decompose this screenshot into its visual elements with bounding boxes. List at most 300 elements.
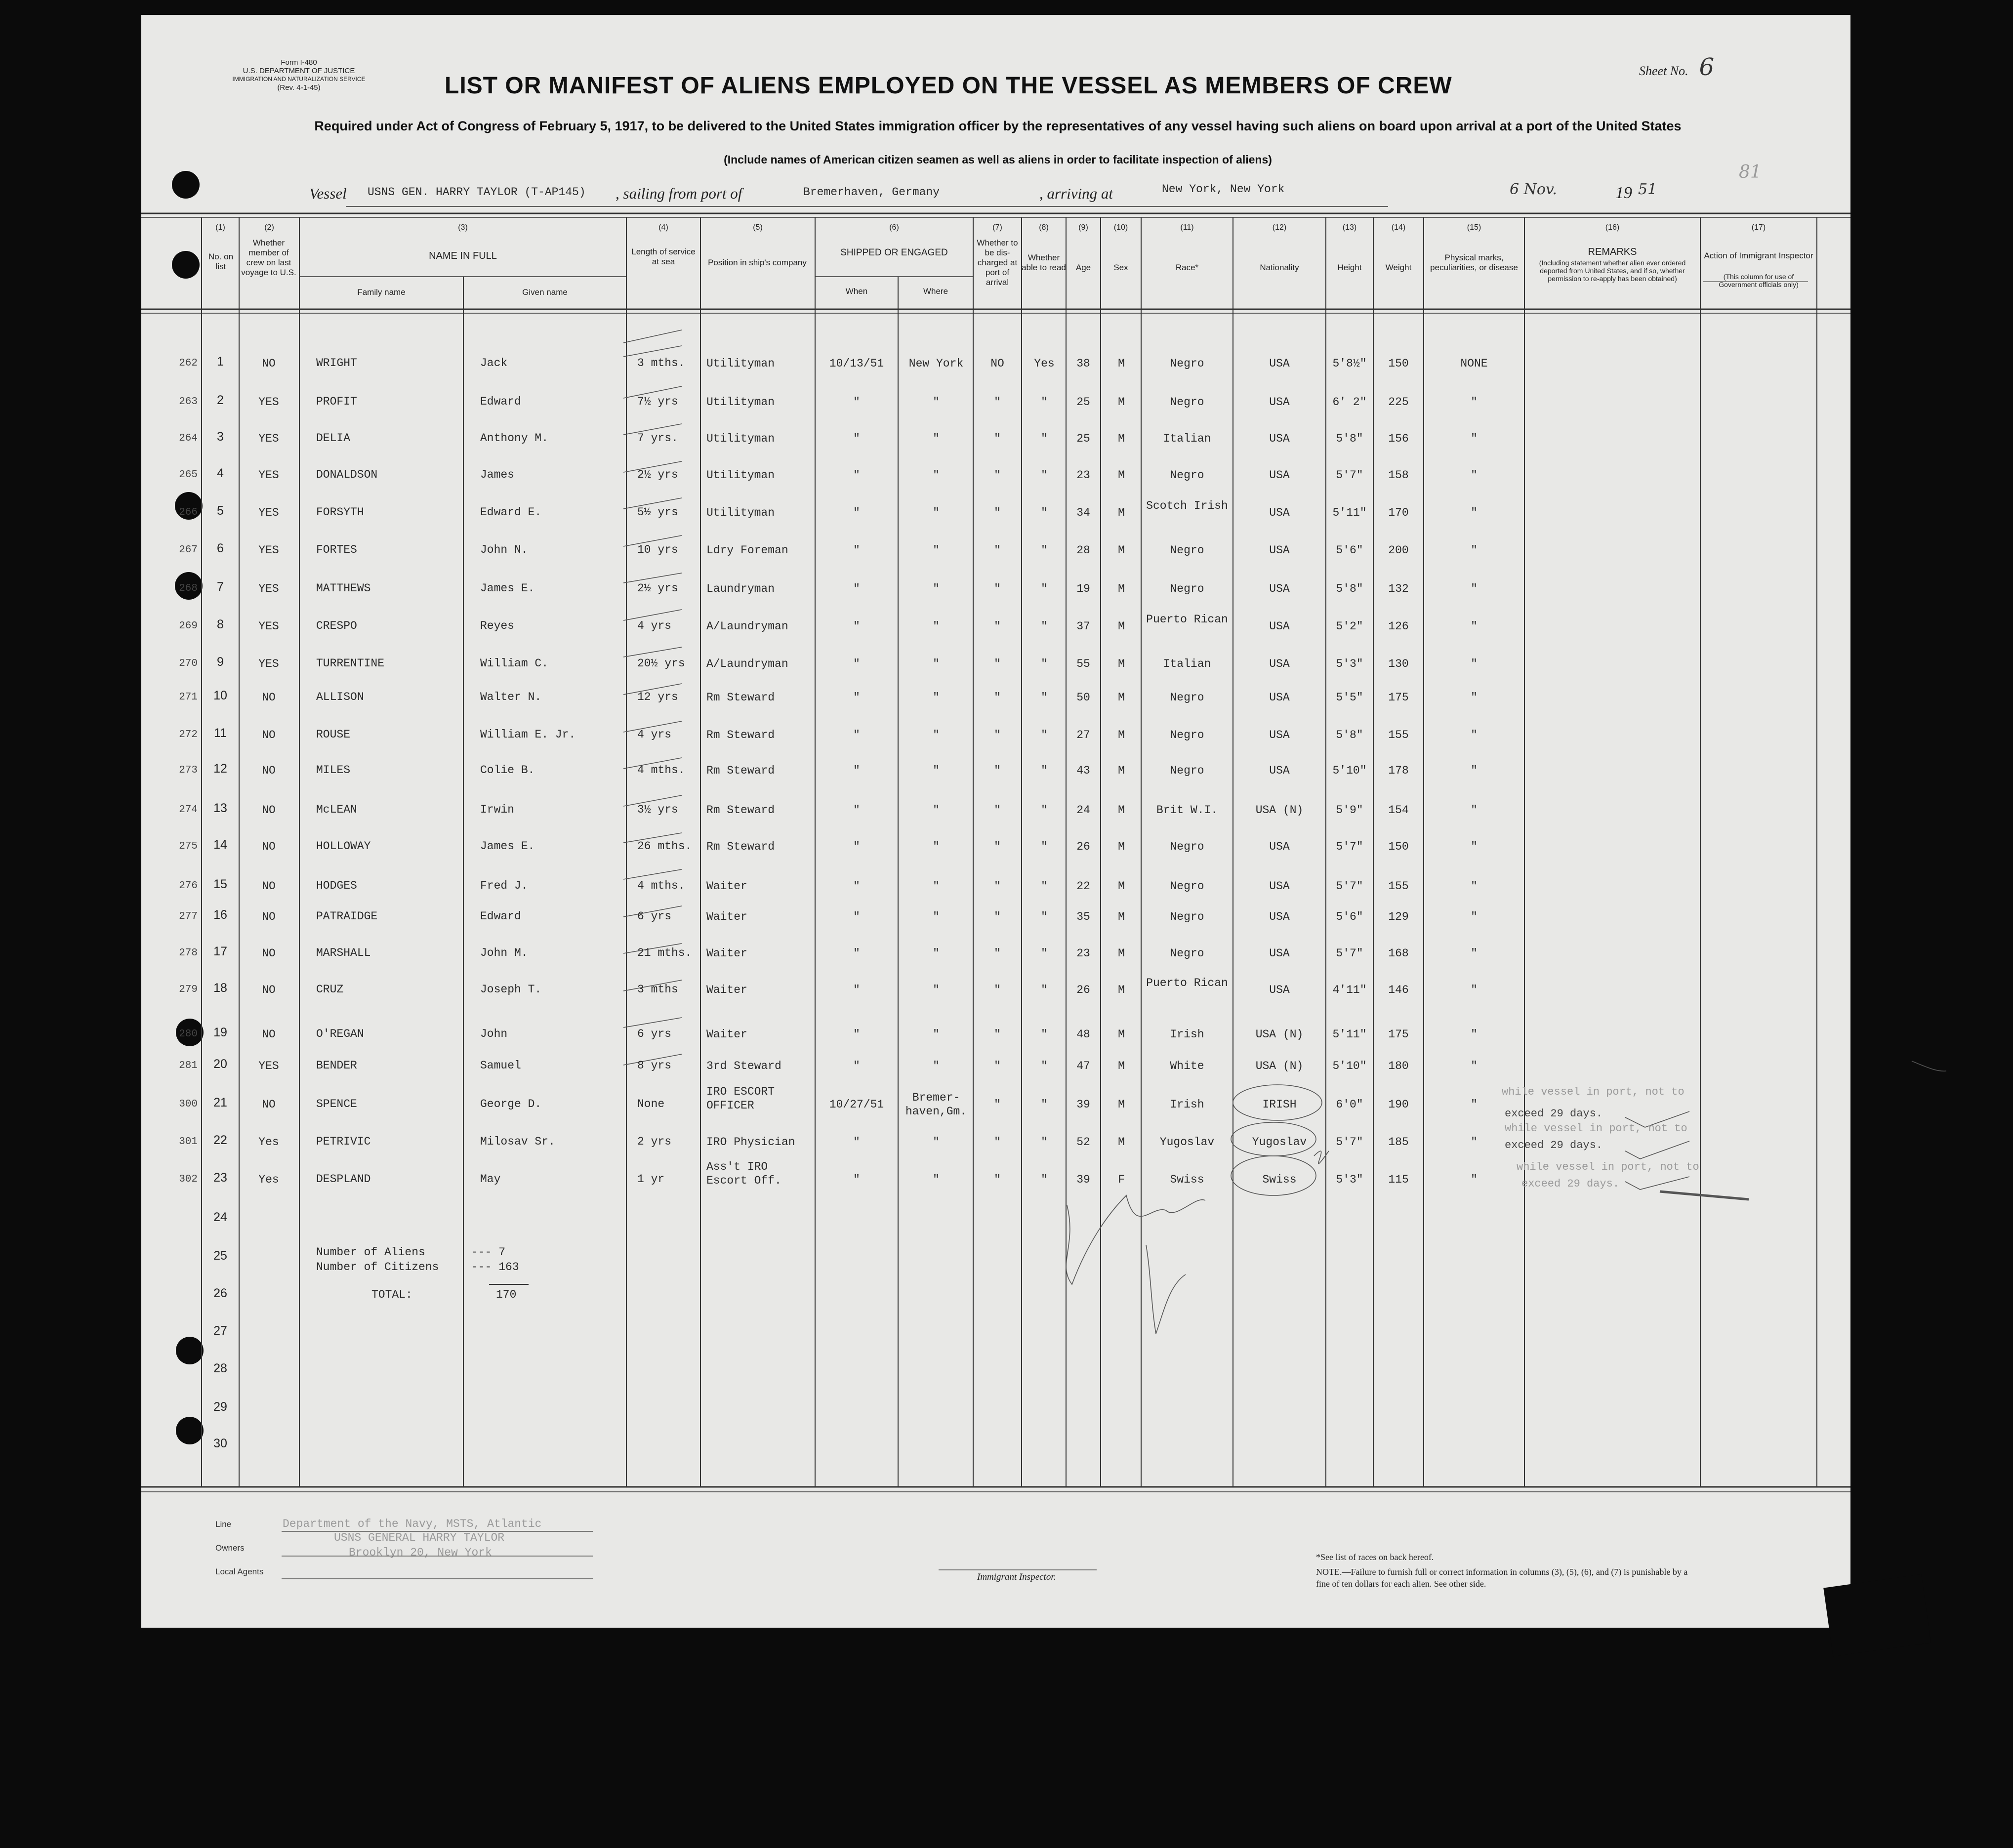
row-physical-marks: " bbox=[1471, 1136, 1478, 1149]
row-discharged: " bbox=[994, 764, 1001, 777]
row-shipped-when: " bbox=[853, 804, 860, 817]
row-shipped-when: " bbox=[853, 657, 860, 670]
row-member-last-voyage: YES bbox=[258, 1060, 279, 1072]
row-given-name: John bbox=[480, 1027, 508, 1040]
remarks-stamp-line: exceed 29 days. bbox=[1505, 1139, 1603, 1151]
row-number: 20 bbox=[213, 1057, 227, 1071]
row-length-of-service: 8 yrs bbox=[637, 1059, 672, 1072]
row-physical-marks: " bbox=[1471, 1173, 1478, 1186]
row-member-last-voyage: Yes bbox=[258, 1173, 279, 1186]
row-given-name: Fred J. bbox=[480, 879, 528, 892]
row-given-name: John N. bbox=[480, 543, 528, 556]
row-member-last-voyage: YES bbox=[258, 506, 279, 519]
row-margin-number: 270 bbox=[179, 658, 198, 669]
row-height: 5'8" bbox=[1336, 432, 1363, 445]
row-given-name: James E. bbox=[480, 582, 535, 595]
row-race: Irish bbox=[1170, 1098, 1204, 1111]
row-shipped-when: " bbox=[853, 582, 860, 595]
row-position: Ass't IRO Escort Off. bbox=[706, 1160, 781, 1187]
row-discharged: " bbox=[994, 396, 1001, 409]
row-race: Negro bbox=[1170, 396, 1204, 409]
row-given-name: Joseph T. bbox=[480, 983, 542, 996]
row-shipped-when: " bbox=[853, 432, 860, 445]
row-family-name: O'REGAN bbox=[316, 1027, 364, 1040]
row-number: 22 bbox=[213, 1133, 227, 1147]
row-discharged: " bbox=[994, 804, 1001, 817]
row-given-name: Samuel bbox=[480, 1059, 521, 1072]
footer-owners-address: Brooklyn 20, New York bbox=[349, 1546, 492, 1559]
row-age: 23 bbox=[1076, 947, 1090, 960]
col-discharged: Whether to be dis-charged at port of arrival bbox=[977, 238, 1018, 287]
row-number: 19 bbox=[213, 1026, 227, 1039]
row-length-of-service: 5½ yrs bbox=[637, 506, 678, 519]
row-family-name: DONALDSON bbox=[316, 468, 378, 481]
row-shipped-when: " bbox=[853, 947, 860, 960]
row-number: 8 bbox=[217, 617, 224, 631]
row-race: Negro bbox=[1170, 729, 1204, 741]
row-shipped-when: " bbox=[853, 1028, 860, 1041]
row-shipped-when: " bbox=[853, 469, 860, 482]
row-margin-number: 275 bbox=[179, 841, 198, 852]
row-sex: M bbox=[1118, 1136, 1125, 1149]
row-shipped-where: " bbox=[933, 984, 940, 996]
column-number: (13) bbox=[1342, 223, 1357, 232]
row-nationality: USA (N) bbox=[1255, 804, 1304, 817]
col-able-to-read: Whether able to read bbox=[1022, 253, 1066, 272]
row-length-of-service: 7½ yrs bbox=[637, 395, 678, 408]
row-age: 43 bbox=[1076, 764, 1090, 777]
row-race: Italian bbox=[1163, 657, 1211, 670]
row-nationality: USA bbox=[1269, 764, 1290, 777]
row-length-of-service: 2½ yrs bbox=[637, 468, 678, 481]
row-margin-number: 301 bbox=[179, 1136, 198, 1148]
row-discharged: " bbox=[994, 1173, 1001, 1186]
column-number: (5) bbox=[753, 223, 763, 232]
row-number: 4 bbox=[217, 466, 224, 480]
row-margin-number: 302 bbox=[179, 1174, 198, 1185]
row-number: 10 bbox=[213, 689, 227, 702]
row-nationality: Swiss bbox=[1262, 1173, 1297, 1186]
form-service: IMMIGRATION AND NATURALIZATION SERVICE bbox=[232, 76, 366, 82]
row-position: IRO Physician bbox=[706, 1136, 795, 1149]
row-physical-marks: " bbox=[1471, 984, 1478, 996]
row-given-name: Irwin bbox=[480, 803, 515, 816]
row-nationality: Yugoslav bbox=[1252, 1136, 1307, 1149]
totals-citizens-label: Number of Citizens bbox=[316, 1261, 439, 1273]
row-length-of-service: 10 yrs bbox=[637, 543, 678, 556]
row-height: 5'7" bbox=[1336, 880, 1363, 893]
row-age: 25 bbox=[1076, 396, 1090, 409]
row-discharged: " bbox=[994, 947, 1001, 960]
row-age: 47 bbox=[1076, 1060, 1090, 1072]
row-weight: 185 bbox=[1388, 1136, 1409, 1149]
row-sex: M bbox=[1118, 1098, 1125, 1111]
row-length-of-service: 12 yrs bbox=[637, 691, 678, 703]
row-shipped-where: " bbox=[933, 764, 940, 777]
row-discharged: " bbox=[994, 910, 1001, 923]
row-position: Waiter bbox=[706, 880, 747, 893]
row-nationality: USA (N) bbox=[1255, 1060, 1304, 1072]
row-height: 5'7" bbox=[1336, 469, 1363, 482]
row-age: 34 bbox=[1076, 506, 1090, 519]
row-physical-marks: " bbox=[1471, 804, 1478, 817]
row-member-last-voyage: YES bbox=[258, 544, 279, 557]
row-shipped-where: " bbox=[933, 1173, 940, 1186]
row-sex: M bbox=[1118, 469, 1125, 482]
row-nationality: USA bbox=[1269, 947, 1290, 960]
row-race: White bbox=[1170, 1060, 1204, 1072]
row-discharged: " bbox=[994, 729, 1001, 741]
row-margin-number: 279 bbox=[179, 984, 198, 995]
row-margin-number: 266 bbox=[179, 507, 198, 518]
row-sex: M bbox=[1118, 947, 1125, 960]
row-nationality: USA bbox=[1269, 910, 1290, 923]
row-weight: 175 bbox=[1388, 691, 1409, 704]
row-race: Negro bbox=[1170, 582, 1204, 595]
row-weight: 150 bbox=[1388, 357, 1409, 370]
row-able-to-read: " bbox=[1041, 657, 1048, 670]
remarks-stamp-line: while vessel in port, not to bbox=[1505, 1122, 1687, 1135]
row-age: 35 bbox=[1076, 910, 1090, 923]
row-nationality: USA bbox=[1269, 544, 1290, 557]
row-number: 27 bbox=[213, 1324, 227, 1338]
form-rev: (Rev. 4-1-45) bbox=[277, 83, 321, 92]
row-weight: 178 bbox=[1388, 764, 1409, 777]
row-race: Negro bbox=[1170, 764, 1204, 777]
row-sex: M bbox=[1118, 729, 1125, 741]
row-given-name: William E. Jr. bbox=[480, 728, 576, 741]
row-given-name: Edward E. bbox=[480, 506, 542, 519]
row-age: 52 bbox=[1076, 1136, 1090, 1149]
row-shipped-where: Bremer-haven,Gm. bbox=[905, 1091, 967, 1118]
row-length-of-service: 7 yrs. bbox=[637, 432, 678, 445]
row-able-to-read: " bbox=[1041, 984, 1048, 996]
footer-line-value: Department of the Navy, MSTS, Atlantic bbox=[283, 1518, 542, 1530]
row-number: 7 bbox=[217, 580, 224, 594]
column-number: (17) bbox=[1751, 223, 1766, 232]
row-sex: M bbox=[1118, 432, 1125, 445]
row-weight: 190 bbox=[1388, 1098, 1409, 1111]
row-age: 19 bbox=[1076, 582, 1090, 595]
row-able-to-read: " bbox=[1041, 729, 1048, 741]
column-number: (2) bbox=[264, 223, 274, 232]
row-margin-number: 268 bbox=[179, 583, 198, 594]
row-member-last-voyage: NO bbox=[262, 840, 276, 853]
row-weight: 130 bbox=[1388, 657, 1409, 670]
form-dept: U.S. DEPARTMENT OF JUSTICE bbox=[243, 67, 355, 75]
row-given-name: George D. bbox=[480, 1098, 542, 1110]
row-physical-marks: NONE bbox=[1460, 357, 1488, 370]
totals-aliens-value: --- 7 bbox=[471, 1246, 506, 1259]
row-race: Negro bbox=[1170, 910, 1204, 923]
row-race: Negro bbox=[1170, 691, 1204, 704]
row-shipped-where: " bbox=[933, 1028, 940, 1041]
sheet-value: 6 bbox=[1699, 53, 1715, 81]
row-margin-number: 272 bbox=[179, 729, 198, 740]
row-number: 13 bbox=[213, 801, 227, 815]
row-race: Puerto Rican bbox=[1146, 613, 1228, 626]
col-action: Action of Immigrant Inspector bbox=[1704, 251, 1813, 260]
row-number: 6 bbox=[217, 541, 224, 555]
remarks-stamp-line: while vessel in port, not to bbox=[1517, 1161, 1699, 1173]
row-position: A/Laundryman bbox=[706, 657, 788, 670]
row-length-of-service: 20½ yrs bbox=[637, 657, 685, 670]
row-length-of-service: 3 mths bbox=[637, 983, 678, 996]
arrival-year-suffix: 51 bbox=[1638, 181, 1657, 198]
row-shipped-when: " bbox=[853, 880, 860, 893]
row-length-of-service: 4 yrs bbox=[637, 619, 672, 632]
row-margin-number: 267 bbox=[179, 544, 198, 556]
row-sex: M bbox=[1118, 1060, 1125, 1072]
row-position: Waiter bbox=[706, 910, 747, 923]
row-race: Brit W.I. bbox=[1156, 804, 1218, 817]
row-position: Utilityman bbox=[706, 432, 775, 445]
row-height: 5'11" bbox=[1332, 1028, 1367, 1041]
row-shipped-where: " bbox=[933, 729, 940, 741]
row-nationality: USA bbox=[1269, 432, 1290, 445]
row-sex: M bbox=[1118, 544, 1125, 557]
row-family-name: ALLISON bbox=[316, 691, 364, 703]
row-margin-number: 278 bbox=[179, 947, 198, 959]
row-margin-number: 273 bbox=[179, 765, 198, 776]
row-number: 18 bbox=[213, 981, 227, 995]
row-physical-marks: " bbox=[1471, 657, 1478, 670]
row-shipped-when: 10/27/51 bbox=[829, 1098, 884, 1111]
column-number: (1) bbox=[215, 223, 225, 232]
row-family-name: MARSHALL bbox=[316, 946, 371, 959]
row-height: 5'7" bbox=[1336, 840, 1363, 853]
row-able-to-read: " bbox=[1041, 1098, 1048, 1111]
row-margin-number: 265 bbox=[179, 469, 198, 481]
row-nationality: USA bbox=[1269, 620, 1290, 633]
row-discharged: " bbox=[994, 1098, 1001, 1111]
col-remarks-note: (Including statement whether alien ever ordered deported from United States, and if so, whether permission to re-apply has been obtained) bbox=[1539, 259, 1686, 283]
row-race: Scotch Irish bbox=[1146, 499, 1228, 512]
row-member-last-voyage: NO bbox=[262, 357, 276, 370]
row-physical-marks: " bbox=[1471, 469, 1478, 482]
row-sex: M bbox=[1118, 840, 1125, 853]
row-member-last-voyage: NO bbox=[262, 947, 276, 960]
row-length-of-service: 2 yrs bbox=[637, 1135, 672, 1148]
row-length-of-service: 2½ yrs bbox=[637, 582, 678, 595]
row-nationality: USA (N) bbox=[1255, 1028, 1304, 1041]
row-shipped-when: " bbox=[853, 691, 860, 704]
row-weight: 158 bbox=[1388, 469, 1409, 482]
row-position: Rm Steward bbox=[706, 804, 775, 817]
row-physical-marks: " bbox=[1471, 691, 1478, 704]
col-shipped-engaged: SHIPPED OR ENGAGED bbox=[840, 247, 948, 258]
row-length-of-service: 6 yrs bbox=[637, 1027, 672, 1040]
row-height: 6'0" bbox=[1336, 1098, 1363, 1111]
sheet-label: Sheet No. bbox=[1639, 64, 1688, 78]
row-weight: 146 bbox=[1388, 984, 1409, 996]
row-family-name: PROFIT bbox=[316, 395, 357, 408]
row-able-to-read: " bbox=[1041, 469, 1048, 482]
row-length-of-service: 26 mths. bbox=[637, 840, 692, 853]
row-nationality: USA bbox=[1269, 657, 1290, 670]
row-position: Waiter bbox=[706, 947, 747, 960]
row-position: A/Laundryman bbox=[706, 620, 788, 633]
col-where: Where bbox=[923, 287, 948, 296]
footer-owners-label: Owners bbox=[215, 1543, 245, 1553]
row-nationality: USA bbox=[1269, 506, 1290, 519]
row-margin-number: 271 bbox=[179, 692, 198, 703]
row-length-of-service: 1 yr bbox=[637, 1173, 665, 1186]
row-family-name: MATTHEWS bbox=[316, 582, 371, 595]
row-discharged: " bbox=[994, 880, 1001, 893]
row-weight: 132 bbox=[1388, 582, 1409, 595]
row-able-to-read: " bbox=[1041, 1173, 1048, 1186]
row-position: Ldry Foreman bbox=[706, 544, 788, 557]
row-given-name: James E. bbox=[480, 840, 535, 853]
row-age: 37 bbox=[1076, 620, 1090, 633]
row-able-to-read: " bbox=[1041, 691, 1048, 704]
row-physical-marks: " bbox=[1471, 910, 1478, 923]
row-able-to-read: " bbox=[1041, 396, 1048, 409]
footer-owners-value: USNS GENERAL HARRY TAYLOR bbox=[334, 1531, 505, 1544]
row-race: Puerto Rican bbox=[1146, 977, 1228, 989]
row-position: Utilityman bbox=[706, 469, 775, 482]
row-number: 2 bbox=[217, 393, 224, 407]
footer-fine-note: NOTE.—Failure to furnish full or correct information in columns (3), (5), (6), and (7) is punishable by a fine of ten dollars for each alien. See other side. bbox=[1316, 1567, 1688, 1589]
row-race: Negro bbox=[1170, 469, 1204, 482]
row-discharged: " bbox=[994, 620, 1001, 633]
row-physical-marks: " bbox=[1471, 506, 1478, 519]
row-sex: M bbox=[1118, 582, 1125, 595]
row-weight: 150 bbox=[1388, 840, 1409, 853]
sailing-port: Bremerhaven, Germany bbox=[803, 186, 940, 199]
totals-total-label: TOTAL: bbox=[371, 1288, 412, 1301]
col-when: When bbox=[845, 287, 868, 296]
row-family-name: HODGES bbox=[316, 879, 357, 892]
row-length-of-service: 4 mths. bbox=[637, 879, 685, 892]
col-physical: Physical marks, peculiarities, or disease bbox=[1430, 253, 1518, 272]
arrival-year-prefix: 19 bbox=[1615, 184, 1632, 202]
row-physical-marks: " bbox=[1471, 432, 1478, 445]
row-physical-marks: " bbox=[1471, 620, 1478, 633]
col-height: Height bbox=[1337, 263, 1362, 272]
row-shipped-when: " bbox=[853, 910, 860, 923]
row-shipped-where: " bbox=[933, 657, 940, 670]
row-position: Laundryman bbox=[706, 582, 775, 595]
row-number: 1 bbox=[217, 355, 224, 369]
form-number: Form I-480 bbox=[281, 58, 317, 67]
row-shipped-when: " bbox=[853, 620, 860, 633]
row-nationality: USA bbox=[1269, 984, 1290, 996]
row-number: 12 bbox=[213, 762, 227, 776]
row-number: 17 bbox=[213, 945, 227, 958]
row-position: 3rd Steward bbox=[706, 1060, 781, 1072]
row-member-last-voyage: NO bbox=[262, 691, 276, 704]
row-able-to-read: " bbox=[1041, 432, 1048, 445]
row-shipped-when: " bbox=[853, 764, 860, 777]
row-nationality: USA bbox=[1269, 880, 1290, 893]
row-position: Waiter bbox=[706, 1028, 747, 1041]
footer-inspector: Immigrant Inspector. bbox=[977, 1572, 1056, 1582]
row-given-name: Colie B. bbox=[480, 764, 535, 777]
row-able-to-read: " bbox=[1041, 880, 1048, 893]
row-weight: 155 bbox=[1388, 880, 1409, 893]
row-sex: M bbox=[1118, 1028, 1125, 1041]
column-number: (7) bbox=[992, 223, 1002, 232]
row-position: Utilityman bbox=[706, 506, 775, 519]
row-family-name: HOLLOWAY bbox=[316, 840, 371, 853]
row-weight: 115 bbox=[1388, 1173, 1409, 1186]
col-race: Race* bbox=[1175, 263, 1199, 272]
row-age: 27 bbox=[1076, 729, 1090, 741]
row-height: 5'8½" bbox=[1332, 357, 1367, 370]
row-member-last-voyage: NO bbox=[262, 1098, 276, 1111]
row-weight: 200 bbox=[1388, 544, 1409, 557]
row-shipped-when: " bbox=[853, 729, 860, 741]
row-margin-number: 263 bbox=[179, 396, 198, 408]
row-number: 14 bbox=[213, 838, 227, 852]
row-margin-number: 276 bbox=[179, 880, 198, 892]
row-family-name: DESPLAND bbox=[316, 1173, 371, 1186]
row-length-of-service: 21 mths. bbox=[637, 946, 692, 959]
row-age: 22 bbox=[1076, 880, 1090, 893]
row-discharged: " bbox=[994, 469, 1001, 482]
remarks-stamp-line: while vessel in port, not to bbox=[1502, 1086, 1684, 1098]
row-height: 5'3" bbox=[1336, 657, 1363, 670]
row-family-name: PATRAIDGE bbox=[316, 910, 378, 923]
row-member-last-voyage: YES bbox=[258, 396, 279, 409]
row-race: Negro bbox=[1170, 544, 1204, 557]
row-shipped-where: New York bbox=[908, 357, 964, 370]
row-number: 29 bbox=[213, 1400, 227, 1414]
remarks-stamp-line: exceed 29 days. bbox=[1521, 1178, 1620, 1190]
col-name-in-full: NAME IN FULL bbox=[429, 250, 497, 261]
corner-number: 81 bbox=[1739, 162, 1762, 182]
row-shipped-when: " bbox=[853, 1060, 860, 1072]
row-physical-marks: " bbox=[1471, 396, 1478, 409]
row-age: 25 bbox=[1076, 432, 1090, 445]
row-nationality: USA bbox=[1269, 357, 1290, 370]
row-sex: M bbox=[1118, 620, 1125, 633]
row-able-to-read: " bbox=[1041, 1060, 1048, 1072]
row-able-to-read: " bbox=[1041, 804, 1048, 817]
row-sex: M bbox=[1118, 804, 1125, 817]
row-nationality: IRISH bbox=[1262, 1098, 1297, 1111]
column-number: (3) bbox=[458, 223, 468, 232]
remarks-stamp-line: exceed 29 days. bbox=[1505, 1108, 1603, 1120]
arriving-port: New York, New York bbox=[1162, 183, 1285, 196]
row-weight: 156 bbox=[1388, 432, 1409, 445]
arrival-day: 6 Nov. bbox=[1510, 181, 1557, 198]
row-family-name: BENDER bbox=[316, 1059, 357, 1072]
row-given-name: Reyes bbox=[480, 619, 515, 632]
row-length-of-service: 3½ yrs bbox=[637, 803, 678, 816]
row-member-last-voyage: NO bbox=[262, 729, 276, 741]
row-margin-number: 269 bbox=[179, 620, 198, 632]
row-shipped-where: " bbox=[933, 880, 940, 893]
row-sex: M bbox=[1118, 506, 1125, 519]
column-number: (9) bbox=[1078, 223, 1088, 232]
row-number: 30 bbox=[213, 1437, 227, 1450]
row-age: 39 bbox=[1076, 1173, 1090, 1186]
row-member-last-voyage: NO bbox=[262, 1028, 276, 1041]
row-discharged: " bbox=[994, 984, 1001, 996]
row-position: Rm Steward bbox=[706, 691, 775, 704]
row-family-name: CRESPO bbox=[316, 619, 357, 632]
row-number: 23 bbox=[213, 1171, 227, 1185]
row-position: Utilityman bbox=[706, 396, 775, 409]
row-weight: 170 bbox=[1388, 506, 1409, 519]
row-given-name: Edward bbox=[480, 395, 521, 408]
row-height: 5'11" bbox=[1332, 506, 1367, 519]
row-sex: M bbox=[1118, 396, 1125, 409]
row-given-name: Anthony M. bbox=[480, 432, 549, 445]
